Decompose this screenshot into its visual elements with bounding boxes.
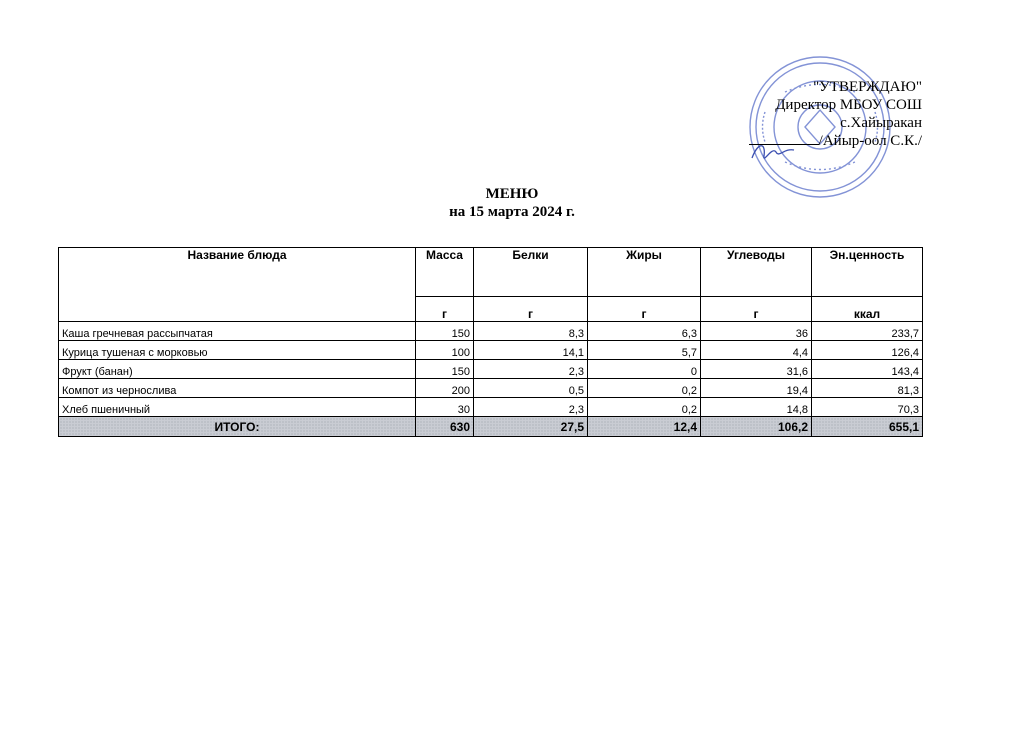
table-header-row bbox=[59, 248, 923, 297]
dish-fat: 5,7 bbox=[588, 341, 701, 360]
total-mass: 630 bbox=[416, 417, 474, 437]
header-fat: Жиры bbox=[588, 248, 701, 297]
dish-energy: 81,3 bbox=[812, 379, 923, 398]
approval-school: с.Хайыракан bbox=[840, 115, 922, 131]
menu-table bbox=[58, 247, 923, 437]
unit-protein: г bbox=[474, 297, 588, 322]
header-dish-name: Название блюда bbox=[59, 248, 416, 297]
dish-mass: 200 bbox=[416, 379, 474, 398]
table-row bbox=[59, 398, 923, 417]
total-energy: 655,1 bbox=[812, 417, 923, 437]
table-row bbox=[59, 379, 923, 398]
dish-energy: 126,4 bbox=[812, 341, 923, 360]
dish-energy: 233,7 bbox=[812, 322, 923, 341]
total-carbs: 106,2 bbox=[701, 417, 812, 437]
dish-name: Хлеб пшеничный bbox=[59, 398, 416, 417]
total-label: ИТОГО: bbox=[59, 417, 416, 437]
table-units-row bbox=[59, 297, 923, 322]
total-protein: 27,5 bbox=[474, 417, 588, 437]
page-title: МЕНЮ bbox=[485, 186, 539, 202]
dish-carbs: 4,4 bbox=[701, 341, 812, 360]
unit-energy: ккал bbox=[812, 297, 923, 322]
header-carbs: Углеводы bbox=[701, 248, 812, 297]
unit-mass: г bbox=[416, 297, 474, 322]
approval-title: "УТВЕРЖДАЮ" bbox=[813, 79, 922, 95]
dish-protein: 2,3 bbox=[474, 398, 588, 417]
dish-mass: 100 bbox=[416, 341, 474, 360]
approval-signature-line bbox=[702, 132, 922, 150]
units-blank bbox=[59, 297, 416, 322]
dish-carbs: 14,8 bbox=[701, 398, 812, 417]
unit-fat: г bbox=[588, 297, 701, 322]
dish-name: Каша гречневая рассыпчатая bbox=[59, 322, 416, 341]
dish-energy: 70,3 bbox=[812, 398, 923, 417]
signature-underline bbox=[749, 132, 819, 145]
approval-position: Директор МБОУ СОШ bbox=[775, 97, 922, 113]
dish-fat: 0,2 bbox=[588, 379, 701, 398]
dish-fat: 6,3 bbox=[588, 322, 701, 341]
dish-fat: 0 bbox=[588, 360, 701, 379]
approval-name: /Айыр-оол С.К./ bbox=[818, 133, 922, 149]
dish-energy: 143,4 bbox=[812, 360, 923, 379]
table-row bbox=[59, 322, 923, 341]
dish-fat: 0,2 bbox=[588, 398, 701, 417]
dish-name: Фрукт (банан) bbox=[59, 360, 416, 379]
approval-block bbox=[702, 78, 922, 150]
dish-carbs: 31,6 bbox=[701, 360, 812, 379]
dish-protein: 14,1 bbox=[474, 341, 588, 360]
header-mass: Масса bbox=[416, 248, 474, 297]
total-fat: 12,4 bbox=[588, 417, 701, 437]
dish-protein: 8,3 bbox=[474, 322, 588, 341]
dish-mass: 150 bbox=[416, 322, 474, 341]
table-row bbox=[59, 360, 923, 379]
dish-carbs: 36 bbox=[701, 322, 812, 341]
header-energy: Эн.ценность bbox=[812, 248, 923, 297]
header-protein: Белки bbox=[474, 248, 588, 297]
menu-date: на 15 марта 2024 г. bbox=[449, 204, 575, 220]
unit-carbs: г bbox=[701, 297, 812, 322]
dish-mass: 150 bbox=[416, 360, 474, 379]
dish-protein: 0,5 bbox=[474, 379, 588, 398]
total-row bbox=[59, 417, 923, 437]
table-row bbox=[59, 341, 923, 360]
dish-carbs: 19,4 bbox=[701, 379, 812, 398]
dish-name: Курица тушеная с морковью bbox=[59, 341, 416, 360]
title-block bbox=[0, 185, 1024, 221]
dish-mass: 30 bbox=[416, 398, 474, 417]
dish-name: Компот из чернослива bbox=[59, 379, 416, 398]
dish-protein: 2,3 bbox=[474, 360, 588, 379]
